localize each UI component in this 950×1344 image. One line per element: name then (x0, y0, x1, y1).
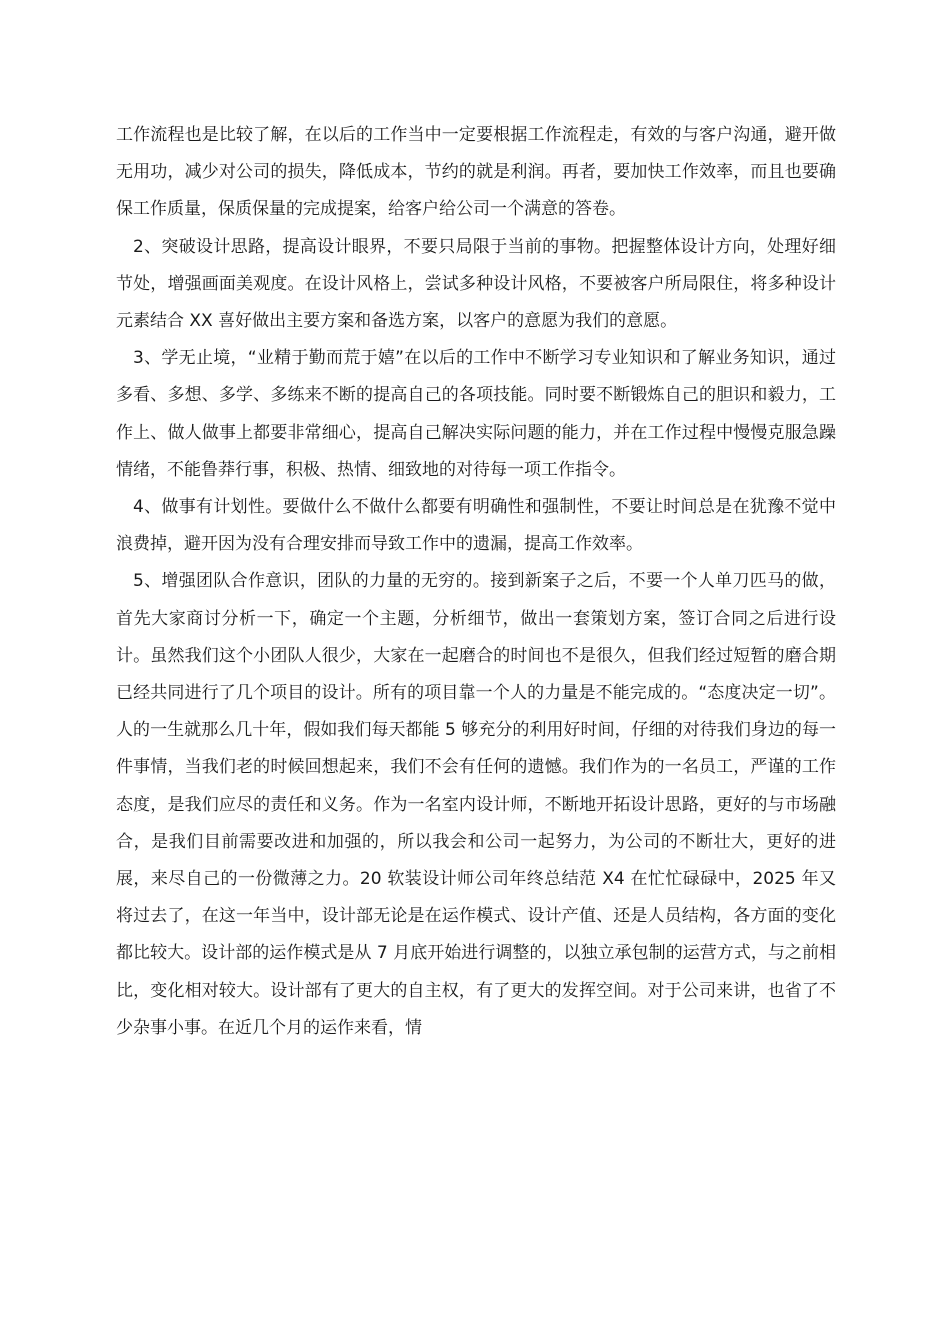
paragraph-design-thinking: 2、突破设计思路，提高设计眼界，不要只局限于当前的事物。把握整体设计方向，处理好细节处，增强画面美观度。在设计风格上，尝试多种设计风格，不要被客户所局限住，将多种设计元素结合 XX 喜好做出主要方案和备选方案，以客户的意愿为我们的意愿。 (116, 236, 836, 332)
document-body (116, 117, 836, 1047)
paragraph-teamwork: 5、增强团队合作意识，团队的力量的无穷的。接到新案子之后，不要一个人单刀匹马的做，首先大家商讨分析一下，确定一个主题，分析细节，做出一套策划方案，签订合同之后进行设计。虽然我们这个小团队人很少，大家在一起磨合的时间也不是很久，但我们经过短暂的磨合期已经共同进行了几个项目的设计。所有的项目靠一个人的力量是不能完成的。“态度决定一切”。人的一生就那么几十年，假如我们每天都能 5 够充分的利用好时间，仔细的对待我们身边的每一件事情，当我们老的时候回想起来，我们不会有任何的遗憾。我们作为的一名员工，严谨的工作态度，是我们应尽的责任和义务。作为一名室内设计师，不断地开拓设计思路，更好的与市场融合，是我们目前需要改进和加强的，所以我会和公司一起努力，为公司的不断壮大，更好的进展，来尽自己的一份微薄之力。20 软装设计师公司年终总结范 X4 在忙忙碌碌中，2025 年又将过去了，在这一年当中，设计部无论是在运作模式、设计产值、还是人员结构，各方面的变化都比较大。设计部的运作模式是从 7 月底开始进行调整的，以独立承包制的运营方式，与之前相比，变化相对较大。设计部有了更大的自主权，有了更大的发挥空间。对于公司来讲，也省了不少杂事小事。在近几个月的运作来看，情 (116, 571, 836, 1038)
paragraph-work-process: 工作流程也是比较了解，在以后的工作当中一定要根据工作流程走，有效的与客户沟通，避开做无用功，减少对公司的损失，降低成本，节约的就是利润。再者，要加快工作效率，而且也要确保工作质量，保质保量的完成提案，给客户给公司一个满意的答卷。 (116, 125, 836, 220)
paragraph-continuous-learning: 3、学无止境，“业精于勤而荒于嬉”在以后的工作中不断学习专业知识和了解业务知识，通过多看、多想、多学、多练来不断的提高自己的各项技能。同时要不断锻炼自己的胆识和毅力，工作上、做人做事上都要非常细心，提高自己解决实际问题的能力，并在工作过程中慢慢克服急躁情绪，不能鲁莽行事，积极、热情、细致地的对待每一项工作指令。 (116, 348, 836, 480)
paragraph-planning: 4、做事有计划性。要做什么不做什么都要有明确性和强制性，不要让时间总是在犹豫不觉中浪费掉，避开因为没有合理安排而导致工作中的遗漏，提高工作效率。 (116, 497, 836, 555)
